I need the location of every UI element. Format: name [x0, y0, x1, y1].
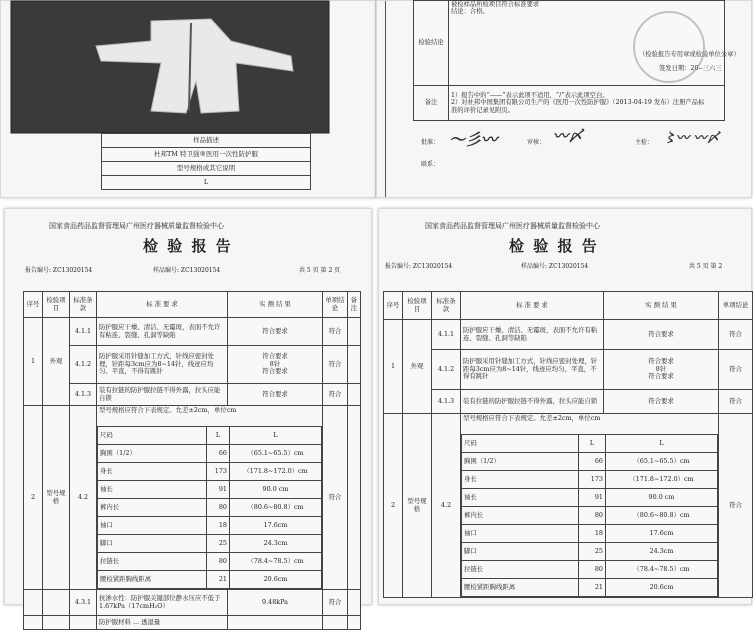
report-number: 报告编号: ZC13020154 [25, 267, 93, 274]
inspection-table [23, 291, 361, 630]
header-item: 检验项目 [403, 292, 432, 320]
header-requirement: 标 准 要 求 [461, 292, 604, 320]
main-label: 主检： [635, 139, 654, 146]
header-requirement: 标 准 要 求 [97, 292, 228, 318]
review-label: 审核： [527, 139, 546, 146]
caption-product: 杜邦TM 特卫强®医用一次性防护服 [102, 148, 311, 162]
header-result: 实 测 结 果 [604, 292, 719, 320]
header-item: 检验项目 [43, 292, 70, 318]
page-indicator: 共 5 页 第 2 页 [299, 267, 341, 274]
header-no: 序号 [24, 292, 43, 318]
header-conclusion: 单项结论 [323, 292, 348, 318]
report-number: 报告编号: ZC13020154 [385, 263, 453, 270]
table-row: 4.1.2 防护服采用针缝加工方式，针线应密封处理，针距每3cm应为8~14针，线迹应均匀、平直，不得有跳针 符合要求 8针 符合要求 符合 [24, 346, 361, 384]
issuer-line: （检验报告专用章或检验单位公章） [639, 51, 740, 58]
table-row: 防护服材料 ... 透湿量 [24, 616, 361, 630]
report-title: 检 验 报 告 [509, 237, 599, 255]
header-clause: 标准条款 [70, 292, 97, 318]
size-table-right: 尺码 L L 胸围（1/2） 66 （65.1~65.5）cm 身长 173 （171.8~172.0）cm 袖长 91 90.0 cm 裤内长 80 （80.6~80.8）cm 袖口 18 17.6cm 脚口 25 24.3cm 拉链长 80 （78.4~78.5）cm 腰检紧距胸线距离 21 20.6cm [461, 434, 718, 597]
conclusion-label: 检验结论 [414, 1, 449, 86]
table-header-row [384, 292, 753, 320]
report-page-right [378, 208, 752, 605]
header-conclusion: 单项结论 [719, 292, 753, 320]
review-signature: 〰〆 [553, 127, 584, 145]
header-result: 实 测 结 果 [228, 292, 323, 318]
inspection-table [383, 291, 753, 598]
caption-size: L [102, 176, 311, 190]
sample-caption-table [101, 133, 311, 190]
main-signature: 〻〰 〰〆 [663, 131, 720, 146]
caption-title: 样品描述 [102, 134, 311, 148]
conclusion-text-2: 结论：合格。 [451, 8, 489, 16]
remark-1: 1）报告中的“——”表示此项不适用，“/”表示此项空白。 [451, 92, 609, 100]
table-row: 1 外观 4.1.1 防护服应干燥、清洁、无霉斑，表面不允许有粘连、裂缝、孔洞等缺陷 符合要求 符合 [24, 318, 361, 346]
contact-label: 联系： [421, 161, 440, 168]
agency-name: 国家食品药品监督管理局广州医疗器械质量监督检验中心 [49, 222, 224, 230]
remark-3: 准的评价记录见附页。 [451, 106, 514, 114]
table-row: 1 外观 4.1.1 防护服应干燥、清洁、无霉斑，表面不允许有粘连、裂缝、孔洞等缺陷 符合要求 符合 [384, 320, 753, 350]
page-indicator: 共 5 页 第 2 [689, 263, 723, 270]
table-row: 2 型号规格 4.2 型号规格应符合下表规定。允差±2cm，单位cm 尺码 L L 胸围（1/2） 66 （65.1~65.5）cm 身长 173 （171.8~172.0）cm 袖长 91 90.0 cm 裤内长 80 （80.6~80.8）cm 袖口 18 17.6cm 脚口 25 24.3cm 拉链长 80 （78.4~78.5）cm 腰检紧距胸线距离 21 20.6cm 符合 [24, 406, 361, 590]
approve-signature: 〜彡〰 [449, 130, 498, 149]
agency-name: 国家食品药品监督管理局广州医疗器械质量监督检验中心 [425, 222, 600, 230]
size-table-left: 尺码 L L 胸围（1/2） 66 （65.1~65.5）cm 身长 173 （171.8~172.0）cm 袖长 91 90.0 cm 裤内长 80 （80.6~80.8）cm 袖口 18 17.6cm 脚口 25 24.3cm 拉链长 80 （78.4~78.5）cm 腰检紧距胸线距离 21 20.6cm [97, 426, 322, 589]
header-remark: 备注 [348, 292, 361, 318]
conclusion-text-1: 被检样品所检项目符合标准要求 [451, 1, 540, 8]
table-row: 4.3.1 抗渗水性：防护服关键部位静水压应不低于1.67kPa（17cmH₂O） 9.48kPa 符合 [24, 590, 361, 616]
official-seal [633, 11, 705, 83]
remarks-label: 备注 [414, 86, 449, 121]
table-row: 2 型号规格 4.2 型号规格应符合下表规定。允差±2cm，单位cm 尺码 L L 胸围（1/2） 66 （65.1~65.5）cm 身长 173 （171.8~172.0）cm 袖长 91 90.0 cm 裤内长 80 （80.6~80.8）cm 袖口 18 17.6cm 脚口 25 24.3cm 拉链长 80 （78.4~78.5）cm 腰检紧距胸线距离 21 20.6cm 符合 [384, 414, 753, 598]
remark-2: 2）对杜邦中国集团有限公司生产的《医用一次性防护服》（2013-04-19 发布）注册产品标 [451, 99, 705, 107]
table-row: 4.1.3 装有拉链的防护服拉链不得外露，拉头应能自锁 符合要求 符合 [384, 390, 753, 414]
header-clause: 标准条款 [432, 292, 461, 320]
approve-label: 批准： [421, 139, 440, 146]
table-row: 4.1.2 防护服采用针缝加工方式，针线应密封处理，针距每3cm应为8~14针，线迹应均匀、平直，不得有跳针 符合要求 8针 符合要求 符合 [384, 350, 753, 390]
scan-conclusion-page [376, 0, 752, 198]
table-row: 4.1.3 装有拉链的防护服拉链不得外露，拉头应能自锁 符合要求 符合 [24, 384, 361, 406]
issue-date: 签发日期：20--三六三 [659, 65, 722, 72]
sample-number: 样品编号: ZC13020154 [521, 263, 589, 270]
caption-spec-label: 型号规格或其它说明 [102, 162, 311, 176]
report-page-left [4, 208, 372, 626]
sample-number: 样品编号: ZC13020154 [153, 267, 221, 274]
report-title: 检 验 报 告 [143, 237, 233, 255]
table-header-row [24, 292, 361, 318]
header-no: 序号 [384, 292, 403, 320]
scan-suit-photo [0, 0, 376, 198]
